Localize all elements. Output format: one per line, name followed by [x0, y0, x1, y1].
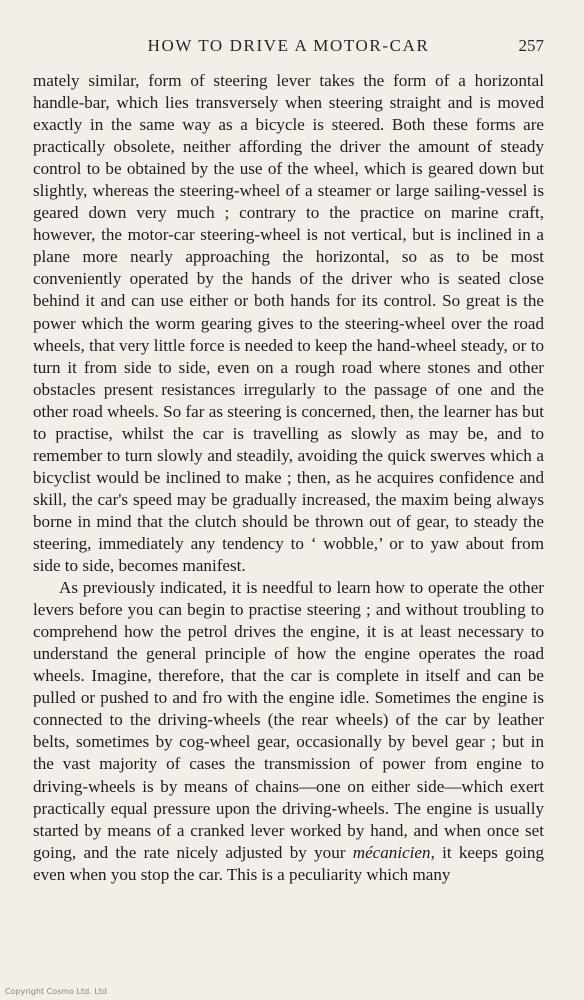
- italic-term-mecanicien: mécanicien: [352, 842, 431, 862]
- paragraph-2-text: As previously indicated, it is needful to learn how to operate the other levers before you can begin to practise steering ; and without troubling to comprehend how the petrol drives the engine, it is at least necessary to understand the general principle of how the engine operates the road wheels. Imagine, therefore, that the car is complete in itself and can be pulled or pushed to and fro with the engine idle. Sometimes the engine is connected to the driving-wheels (the rear wheels) of the car by leather belts, sometimes by cog-wheel gear, occasionally by bevel gear ; but in the vast majority of cases the transmission of power from engine to driving-wheels is by means of chains—one on either side—which exert practically equal pressure upon the driving-wheels. The engine is usually started by means of a cranked lever worked by hand, and when once set going, and the rate nicely adjusted by your: [33, 578, 544, 862]
- page-number: 257: [518, 36, 544, 55]
- copyright-notice: Copyright Cosmo Ltd. Ltd: [5, 987, 107, 996]
- paragraph-2-continuation: , it keeps going even when you stop the car. This is a peculiarity which many: [33, 842, 544, 884]
- page-header: [33, 36, 544, 60]
- paragraph-1: mately similar, form of steering lever takes the form of a horizontal handle-bar, which lies transversely when steering straight and is moved exactly in the same way as a bicycle is steered. Both these forms are practically obsolete, neither affording the driver the amount of steady control to be obtained by the use of the wheel, which is geared down but slightly, whereas the steering-wheel of a steamer or large sailing-vessel is geared down very much ; contrary to the practice on marine craft, however, the motor-car steering-wheel is not vertical, but is inclined in a plane more nearly approaching the horizontal, so as to be most conveniently operated by the hands of the driver who is seated close behind it and can use either or both hands for its control. So great is the power which the worm gearing gives to the steering-wheel over the road wheels, that very little force is needed to keep the hand-wheel steady, or to turn it from side to side, even on a rough road where stones and other obstacles present resistances irregularly to the passage of one and the other road wheels. So far as steering is concerned, then, the learner has but to practise, whilst the car is travelling as slowly as may be, and to remember to turn slowly and steadily, avoiding the quick swerves which a bicyclist would be inclined to make ; then, as he acquires confidence and skill, the car's speed may be gradually increased, the maxim being always borne in mind that the clutch should be thrown out of gear, to steady the steering, immediately any tendency to ‘ wobble,’ or to yaw about from side to side, becomes manifest.: [33, 71, 544, 576]
- running-title: HOW TO DRIVE A MOTOR-CAR: [147, 36, 430, 55]
- article-body: [33, 70, 544, 886]
- paragraph-2: [33, 577, 544, 886]
